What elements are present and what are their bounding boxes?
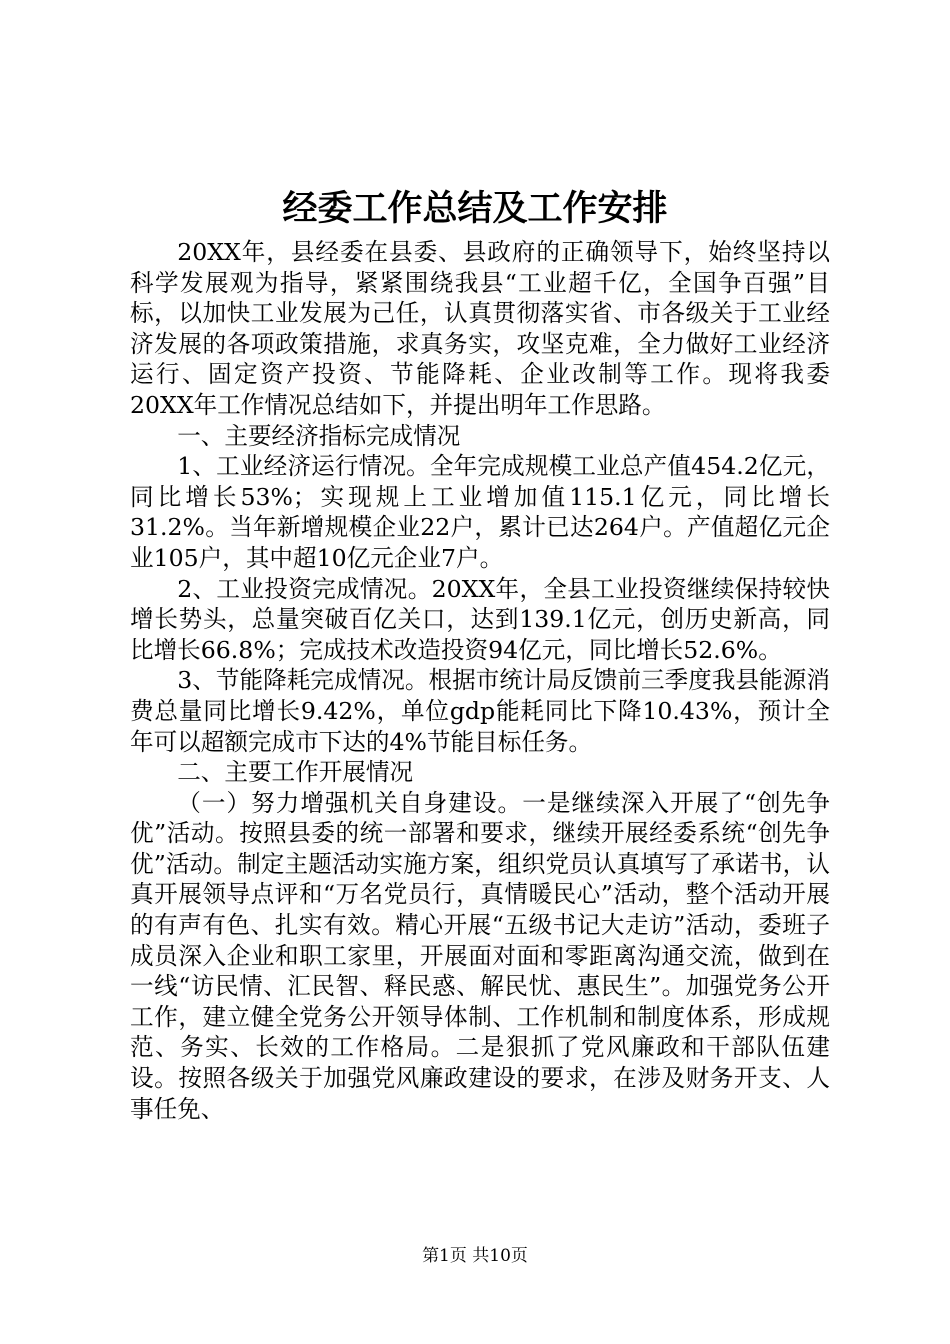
document-body [130, 237, 830, 1124]
paragraph-industrial-investment: 2、工业投资完成情况。20XX年，全县工业投资继续保持较快增长势头，总量突破百亿关口，达到139.1亿元，创历史新高，同比增长66.8%；完成技术改造投资94亿元，同比增长52.6%。 [130, 574, 830, 664]
document-title: 经委工作总结及工作安排 [282, 188, 668, 229]
page-footer: 第1页 共10页 [422, 1246, 528, 1266]
section-heading-2: 二、主要工作开展情况 [177, 758, 414, 787]
section-heading-1: 一、主要经济指标完成情况 [177, 421, 461, 450]
paragraph-energy-saving: 3、节能降耗完成情况。根据市统计局反馈前三季度我县能源消费总量同比增长9.42%，单位gdp能耗同比下降10.43%，预计全年可以超额完成市下达的4%节能目标任务。 [130, 666, 830, 756]
intro-paragraph: 20XX年，县经委在县委、县政府的正确领导下，始终坚持以科学发展观为指导，紧紧围绕我县“工业超千亿，全国争百强”目标，以加快工业发展为己任，认真贯彻落实省、市各级关于工业经济发展的各项政策措施，求真务实，攻坚克难，全力做好工业经济运行、固定资产投资、节能降耗、企业改制等工作。现将我委20XX年工作情况总结如下，并提出明年工作思路。 [130, 238, 830, 419]
paragraph-organization-building: （一）努力增强机关自身建设。一是继续深入开展了“创先争优”活动。按照县委的统一部署和要求，继续开展经委系统“创先争优”活动。制定主题活动实施方案，组织党员认真填写了承诺书，认真开展领导点评和“万名党员行，真情暖民心”活动，整个活动开展的有声有色、扎实有效。精心开展“五级书记大走访”活动，委班子成员深入企业和职工家里，开展面对面和零距离沟通交流，做到在一线“访民情、汇民智、释民惑、解民忧、惠民生”。加强党务公开工作，建立健全党务公开领导体制、工作机制和制度体系，形成规范、务实、长效的工作格局。二是狠抓了党风廉政和干部队伍建设。按照各级关于加强党风廉政建设的要求，在涉及财务开支、人事任免、 [130, 788, 830, 1123]
paragraph-industrial-operation: 1、工业经济运行情况。全年完成规模工业总产值454.2亿元，同比增长53%；实现规上工业增加值115.1亿元，同比增长31.2%。当年新增规模企业22户，累计已达264户。产值超亿元企业105户，其中超10亿元企业7户。 [130, 452, 830, 572]
